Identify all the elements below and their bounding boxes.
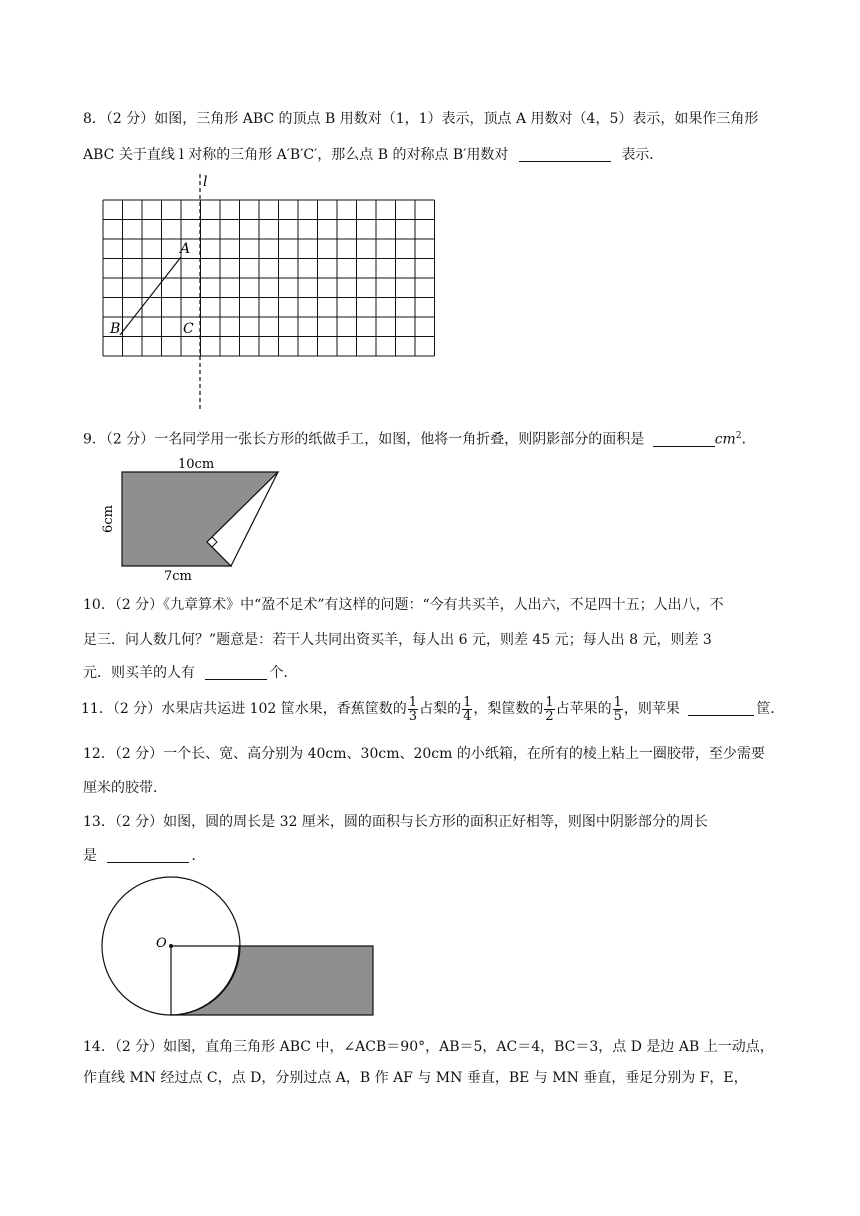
q10-end: 个． [269, 665, 298, 681]
q13-line-1: 13．（2 分）如图，圆的周长是 32 厘米，圆的面积与长方形的面积正好相等，则图中阴影部分的周长 [83, 814, 708, 830]
q10-line-2: 足三．问人数几何？”题意是：若干人共同出资买羊，每人出 6 元，则差 45 元；每人出 8 元，则差 3 [83, 632, 712, 648]
q13-text: 是 [83, 848, 97, 864]
label-o: O [156, 936, 167, 951]
q13-answer-blank[interactable] [107, 848, 189, 863]
q10-text: 元．则买羊的人有 [83, 665, 195, 681]
q14-line-1: 14．（2 分）如图，直角三角形 ABC 中，∠ACB＝90°，AB＝5，AC＝4，BC＝3，点 D 是边 AB 上一动点， [83, 1039, 774, 1055]
q9-folded-paper-figure [100, 455, 290, 585]
q13-line-2 [83, 846, 800, 866]
q9-end: ． [741, 431, 756, 448]
label-l: l [203, 174, 208, 190]
q11-line [81, 694, 800, 724]
q10-line-1: 10．（2 分）《九章算术》中“盈不足术”有这样的问题：“今有共买羊，人出六，不足四十五；人出八，不 [83, 597, 724, 613]
q14-line-2: 作直线 MN 经过点 C，点 D，分别过点 A，B 作 AF 与 MN 垂直，BE 与 MN 垂直，垂足分别为 F，E， [83, 1070, 748, 1086]
label-6cm: 6cm [101, 505, 116, 533]
segment-ab [120, 257, 181, 335]
q12-line-1: 12．（2 分）一个长、宽、高分别为 40cm、30cm、20cm 的小纸箱，在所有的棱上粘上一圈胶带，至少需要 [83, 746, 765, 762]
fraction-one-half: $\frac{1}{2}$ [545, 694, 554, 724]
q11-answer-blank[interactable] [688, 701, 754, 716]
q11-part-1: 11．（2 分）水果店共运进 102 筐水果，香蕉筐数的 [81, 701, 407, 717]
fraction-one-fifth: $\frac{1}{5}$ [613, 694, 622, 724]
q9-text: 9．（2 分）一名同学用一张长方形的纸做手工，如图，他将一角折叠，则阴影部分的面积是 [83, 431, 645, 448]
q12-line-2: 厘米的胶带． [83, 780, 167, 796]
fraction-one-third: $\frac{1}{3}$ [408, 694, 418, 724]
q10-answer-blank[interactable] [205, 665, 267, 680]
q9-unit-sup: 2 [735, 431, 742, 441]
q8-text-end: 表示． [621, 147, 664, 163]
q11-part-4: 占苹果的 [555, 701, 612, 717]
q11-part-2: 占梨的 [419, 701, 462, 717]
q10-line-3 [83, 663, 800, 683]
q11-part-3: ，梨筐数的 [473, 701, 544, 717]
label-a: A [180, 241, 191, 257]
label-b: B [110, 321, 121, 337]
q8-line-2 [83, 145, 800, 165]
q9-line [83, 426, 800, 450]
q13-circle-rectangle-figure [98, 874, 388, 1024]
center-point [169, 944, 173, 948]
label-7cm: 7cm [164, 569, 192, 584]
q8-grid-figure [100, 172, 440, 417]
q8-text: ABC 关于直线 l 对称的三角形 A′B′C′，那么点 B 的对称点 B′用数对 [83, 147, 509, 163]
q8-line-1: 8．（2 分）如图，三角形 ABC 的顶点 B 用数对（1，1）表示，顶点 A 用数对（4，5）表示，如果作三角形 [83, 111, 759, 127]
q11-part-5: ，则苹果 [623, 701, 680, 717]
q8-answer-blank[interactable] [519, 147, 611, 162]
fraction-one-fourth: $\frac{1}{4}$ [463, 694, 472, 724]
q13-end: ． [191, 848, 206, 864]
label-c: C [183, 321, 194, 337]
q11-end: 筐． [756, 701, 785, 717]
label-10cm: 10cm [178, 457, 215, 472]
q9-answer-blank[interactable] [653, 432, 715, 447]
q9-unit: cm [714, 431, 736, 448]
